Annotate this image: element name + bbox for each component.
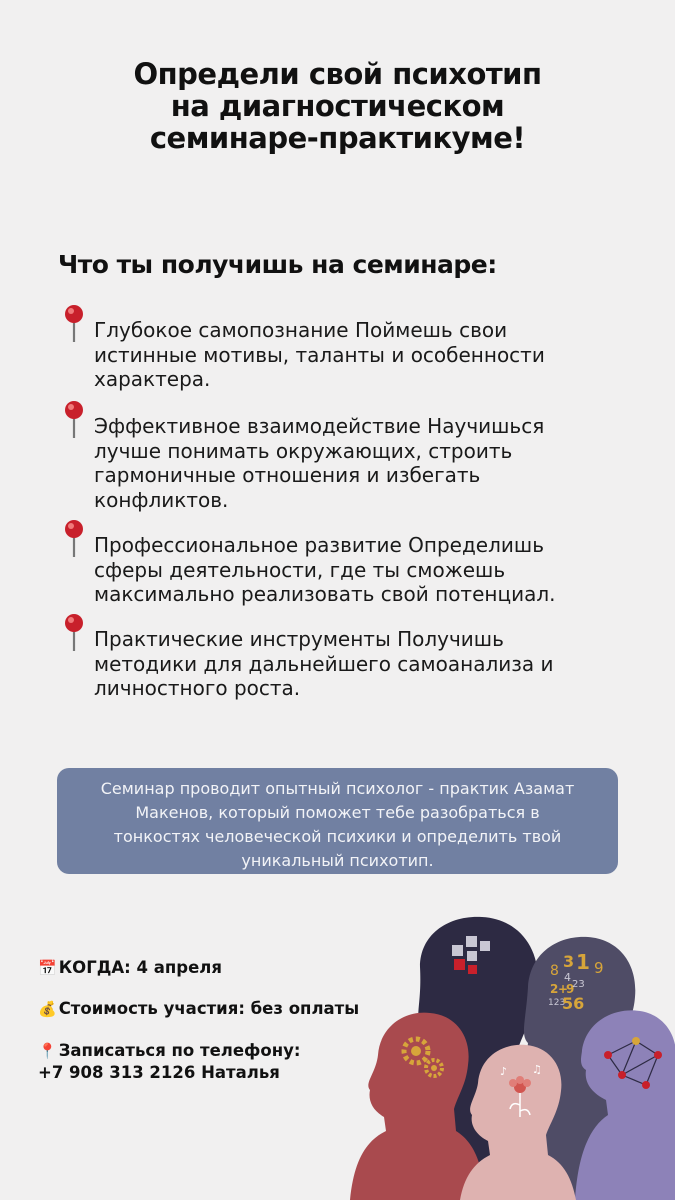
- illustration-number: 3: [563, 952, 575, 971]
- benefit-item: [62, 613, 602, 701]
- illustration-number: 9: [594, 959, 604, 977]
- benefit-line: характера.: [94, 367, 211, 391]
- benefit-item: [62, 519, 602, 607]
- title-line: на диагностическом: [170, 89, 505, 123]
- event-contact: [38, 1040, 301, 1084]
- svg-text:♪: ♪: [500, 1065, 508, 1078]
- contact-label: Записаться по телефону:: [58, 1041, 301, 1060]
- illustration-number: 123: [548, 998, 566, 1008]
- info-line: Макенов, который поможет тебе разобраться в: [135, 803, 540, 822]
- benefit-line: Глубокое самопознание Поймешь свои: [94, 318, 508, 342]
- benefit-text: [94, 613, 602, 701]
- benefit-line: гармоничные отношения и избегать: [94, 463, 481, 487]
- info-line: тонкостях человеческой психики и определить твой: [113, 827, 562, 846]
- event-date-text: КОГДА: 4 апреля: [58, 958, 222, 977]
- info-line: Семинар проводит опытный психолог - практик Азамат: [100, 779, 575, 798]
- benefit-line: Профессиональное развитие Определишь: [94, 533, 544, 557]
- benefit-item: [62, 400, 602, 512]
- benefit-line: Практические инструменты Получишь: [94, 627, 504, 651]
- illustration-number: +: [558, 982, 569, 996]
- presenter-info-box: [57, 768, 618, 874]
- illustration-number: 23: [572, 979, 585, 990]
- benefit-line: методики для дальнейшего самоанализа и: [94, 651, 554, 676]
- benefit-item: [62, 304, 602, 392]
- title-line: Определи свой психотип: [133, 57, 542, 91]
- benefit-line: лучше понимать окружающих, строить: [94, 438, 513, 463]
- benefit-line: Эффективное взаимодействие Научишься: [94, 414, 545, 438]
- illustration-number: 9: [566, 982, 575, 996]
- pushpin-icon: [62, 400, 86, 440]
- event-cost: [38, 999, 359, 1018]
- title-line: семинаре-практикуме!: [149, 121, 526, 155]
- pushpin-icon: [62, 613, 86, 653]
- illustration-number: 8: [550, 963, 559, 979]
- people-heads-illustration: [350, 905, 675, 1200]
- benefit-text: [94, 304, 602, 392]
- benefit-line: истинные мотивы, таланты и особенности: [94, 342, 545, 367]
- money-bag-icon: 💰: [38, 1000, 57, 1018]
- illustration-number: 2: [550, 982, 559, 996]
- phone-number[interactable]: +7 908 313 2126 Наталья: [38, 1063, 280, 1082]
- illustration-number: 1: [576, 950, 590, 974]
- benefit-line: сферы деятельности, где ты сможешь: [94, 557, 506, 582]
- benefit-line: личностного роста.: [94, 676, 301, 700]
- pin-icon: 📍: [38, 1042, 57, 1060]
- benefit-line: максимально реализовать свой потенциал.: [94, 582, 556, 606]
- event-cost-text: Стоимость участия: без оплаты: [58, 999, 360, 1018]
- illustration-number: 4: [564, 971, 571, 984]
- benefits-heading: Что ты получишь на семинаре:: [58, 250, 497, 279]
- pushpin-icon: [62, 519, 86, 559]
- illustration-number: 56: [562, 994, 585, 1013]
- event-date: [38, 958, 222, 977]
- benefit-line: конфликтов.: [94, 487, 229, 512]
- calendar-icon: 📅: [38, 959, 57, 977]
- info-line: уникальный психотип.: [241, 851, 434, 870]
- svg-text:♫: ♫: [532, 1063, 542, 1076]
- benefit-text: [94, 400, 602, 512]
- pushpin-icon: [62, 304, 86, 344]
- page-title: [0, 58, 675, 154]
- benefit-text: [94, 519, 602, 607]
